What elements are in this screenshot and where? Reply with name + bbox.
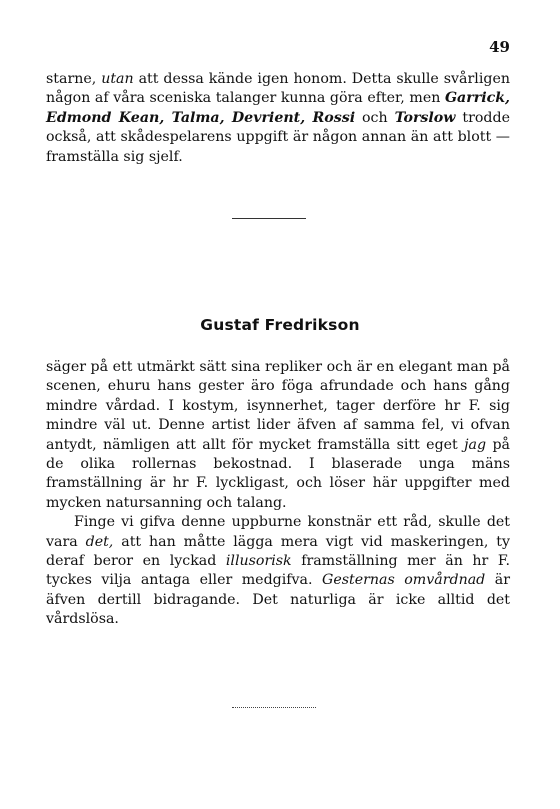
text-block-bottom	[46, 358, 510, 630]
paragraph-1-text: och	[355, 109, 395, 126]
emphasis-gesternas-omvardnad: Gesternas omvårdnad	[322, 572, 486, 589]
emphasis-illusorisk: illusorisk	[225, 553, 292, 570]
emphasis-actor-names: Garrick, Edmond Kean, Talma, Devrient, Rossi	[46, 90, 510, 126]
paragraph-1-text: att dessa kände igen honom. Detta skulle svårligen någon af våra sceniska talanger kunna göra efter, men	[46, 71, 510, 107]
section-divider	[232, 218, 306, 219]
paragraph-3-text: framställning mer än hr F. tyckes vilja antaga eller medgifva.	[46, 553, 510, 589]
emphasis-jag: jag	[464, 436, 487, 453]
paragraph-2	[46, 358, 510, 513]
page-number: 49	[489, 38, 510, 56]
text-block-top	[46, 70, 510, 167]
paragraph-1	[46, 70, 510, 167]
section-heading: Gustaf Fredrikson	[200, 316, 360, 334]
paragraph-3-text: Finge vi gifva denne uppburne konstnär ett råd, skulle det vara	[46, 514, 510, 550]
emphasis-det: det,	[85, 533, 114, 550]
paragraph-3	[46, 513, 510, 629]
paragraph-3-text: är äfven dertill bidragande. Det naturliga är icke alltid det vårdslösa.	[46, 572, 510, 628]
emphasis-torslow: Torslow	[394, 109, 456, 126]
paragraph-1-text: starne,	[46, 71, 102, 87]
paragraph-3-text: att han måtte lägga mera vigt vid maskeringen, ty deraf beror en lyckad	[46, 533, 510, 570]
emphasis-utan: utan	[101, 71, 134, 87]
paragraph-1-text: trodde också, att skådespelarens uppgift är någon annan än att blott — framställa sig sjelf.	[46, 109, 510, 165]
end-divider	[232, 707, 316, 708]
paragraph-2-text: säger på ett utmärkt sätt sina repliker och är en elegant man på scenen, ehuru hans gester äro föga afrundade och hans gång mindre vårdad. I kostym, isynnerhet, tager derföre hr F. sig mindre väl ut. Denne artist lider äfven af samma fel, vi ofvan antydt, nämligen att allt för mycket framställa sitt eget	[46, 359, 510, 453]
paragraph-2-text: på de olika rollernas bekostnad. I blaserade unga mäns framställning är hr F. lyckligast, och löser här uppgifter med mycken natursanning och talang.	[46, 436, 510, 511]
